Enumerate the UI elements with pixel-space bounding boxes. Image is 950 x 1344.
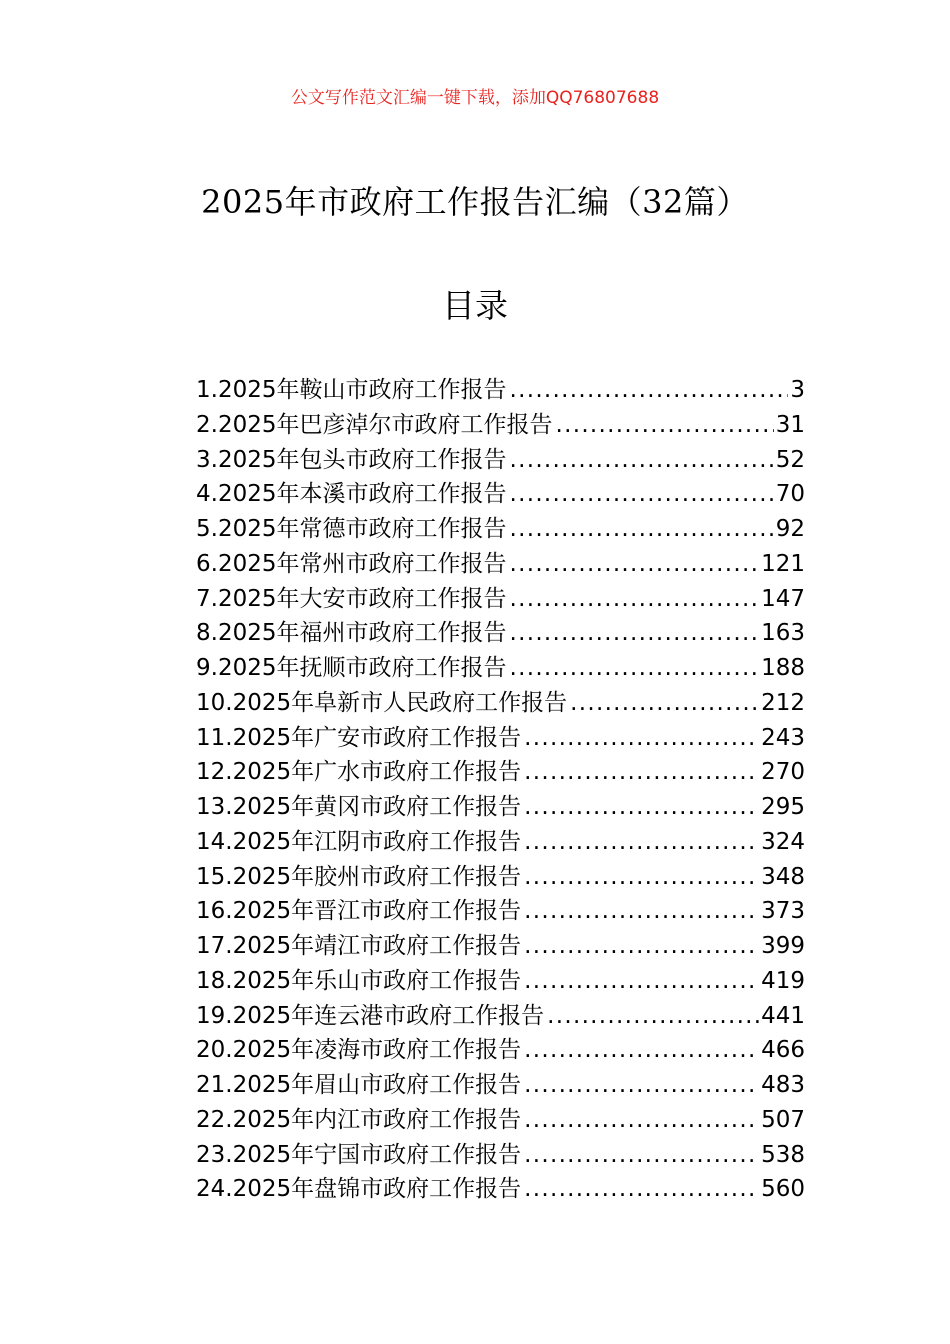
toc-entry[interactable] [196,547,805,582]
toc-entry[interactable] [196,1103,805,1138]
toc-dot-leader [509,443,773,478]
toc-entry-page-number: 52 [775,446,805,473]
toc-dot-leader [509,616,759,651]
toc-entry[interactable] [196,721,805,756]
toc-entry[interactable] [196,512,805,547]
toc-dot-leader [524,1138,759,1173]
toc-entry-label: 12.2025年广水市政府工作报告 [196,759,522,786]
toc-entry-page-number: 295 [761,794,805,820]
toc-entry-label: 6.2025年常州市政府工作报告 [196,550,507,577]
toc-entry[interactable] [196,443,805,478]
toc-dot-leader [524,860,759,895]
toc-entry-label: 20.2025年凌海市政府工作报告 [196,1037,522,1064]
toc-entry-label: 3.2025年包头市政府工作报告 [196,446,507,473]
toc-entry-label: 24.2025年盘锦市政府工作报告 [196,1176,522,1203]
toc-entry[interactable] [196,651,805,686]
toc-entry[interactable] [196,373,805,408]
toc-entry-label: 7.2025年大安市政府工作报告 [196,585,507,612]
toc-entry[interactable] [196,1138,805,1173]
toc-entry-label: 15.2025年胶州市政府工作报告 [196,863,522,890]
toc-entry[interactable] [196,477,805,512]
toc-dot-leader [524,790,759,825]
toc-entry-page-number: 373 [761,898,805,925]
toc-entry-page-number: 147 [761,585,805,612]
toc-entry[interactable] [196,755,805,790]
toc-entry[interactable] [196,999,805,1034]
toc-entry-page-number: 188 [761,655,805,681]
toc-entry-label: 9.2025年抚顺市政府工作报告 [196,655,507,681]
toc-entry-page-number: 507 [761,1106,805,1133]
toc-entry[interactable] [196,894,805,929]
toc-dot-leader [509,477,773,512]
toc-entry[interactable] [196,616,805,651]
toc-entry-page-number: 324 [761,828,805,855]
toc-entry[interactable] [196,860,805,895]
toc-entry[interactable] [196,686,805,721]
toc-entry-label: 22.2025年内江市政府工作报告 [196,1106,522,1133]
toc-dot-leader [555,408,773,443]
toc-entry[interactable] [196,790,805,825]
toc-entry-page-number: 212 [761,689,805,716]
toc-entry-label: 10.2025年阜新市人民政府工作报告 [196,689,568,716]
toc-dot-leader [509,582,759,617]
toc-dot-leader [524,1033,759,1068]
table-of-contents [196,373,805,1207]
toc-entry-page-number: 483 [761,1072,805,1098]
toc-entry[interactable] [196,1033,805,1068]
toc-entry-label: 17.2025年靖江市政府工作报告 [196,933,522,959]
toc-dot-leader [524,929,759,964]
toc-dot-leader [524,964,759,999]
toc-entry-label: 5.2025年常德市政府工作报告 [196,516,507,542]
toc-entry-page-number: 348 [761,863,805,890]
toc-entry-label: 21.2025年眉山市政府工作报告 [196,1072,522,1098]
toc-dot-leader [547,999,759,1034]
toc-entry[interactable] [196,1172,805,1207]
toc-entry-page-number: 560 [761,1176,805,1203]
toc-entry-label: 23.2025年宁国市政府工作报告 [196,1141,522,1168]
toc-entry-label: 1.2025年鞍山市政府工作报告 [196,377,507,403]
toc-dot-leader [524,894,759,929]
toc-entry-label: 18.2025年乐山市政府工作报告 [196,967,522,994]
toc-entry-page-number: 466 [761,1037,805,1064]
toc-dot-leader [509,651,759,686]
toc-entry-page-number: 3 [790,377,805,403]
toc-entry-page-number: 270 [761,759,805,786]
toc-entry-label: 8.2025年福州市政府工作报告 [196,620,507,647]
toc-dot-leader [509,547,759,582]
toc-dot-leader [509,512,773,547]
toc-dot-leader [509,373,788,408]
toc-dot-leader [524,721,759,756]
toc-dot-leader [524,755,759,790]
toc-entry-label: 11.2025年广安市政府工作报告 [196,724,522,751]
toc-entry-label: 14.2025年江阴市政府工作报告 [196,828,522,855]
toc-entry[interactable] [196,408,805,443]
document-title: 2025年市政府工作报告汇编（32篇） [201,183,749,221]
toc-entry[interactable] [196,582,805,617]
toc-entry-label: 2.2025年巴彦淖尔市政府工作报告 [196,411,553,438]
toc-dot-leader [524,825,759,860]
toc-heading: 目录 [442,286,508,325]
toc-entry[interactable] [196,1068,805,1103]
toc-entry-page-number: 399 [761,933,805,959]
toc-entry-label: 16.2025年晋江市政府工作报告 [196,898,522,925]
toc-entry-page-number: 70 [775,481,805,508]
toc-entry-page-number: 419 [761,967,805,994]
toc-entry-page-number: 31 [775,411,805,438]
toc-entry[interactable] [196,929,805,964]
toc-dot-leader [524,1103,759,1138]
toc-dot-leader [570,686,759,721]
toc-dot-leader [524,1068,759,1103]
toc-entry[interactable] [196,825,805,860]
toc-entry-label: 13.2025年黄冈市政府工作报告 [196,794,522,820]
toc-entry-label: 19.2025年连云港市政府工作报告 [196,1002,545,1029]
promo-banner: 公文写作范文汇编一键下载，添加QQ76807688 [290,88,660,108]
toc-entry-label: 4.2025年本溪市政府工作报告 [196,481,507,508]
toc-entry-page-number: 441 [761,1002,805,1029]
toc-entry-page-number: 538 [761,1141,805,1168]
toc-entry-page-number: 92 [775,516,805,542]
toc-dot-leader [524,1172,759,1207]
toc-entry[interactable] [196,964,805,999]
toc-entry-page-number: 243 [761,724,805,751]
toc-entry-page-number: 121 [761,550,805,577]
toc-entry-page-number: 163 [761,620,805,647]
